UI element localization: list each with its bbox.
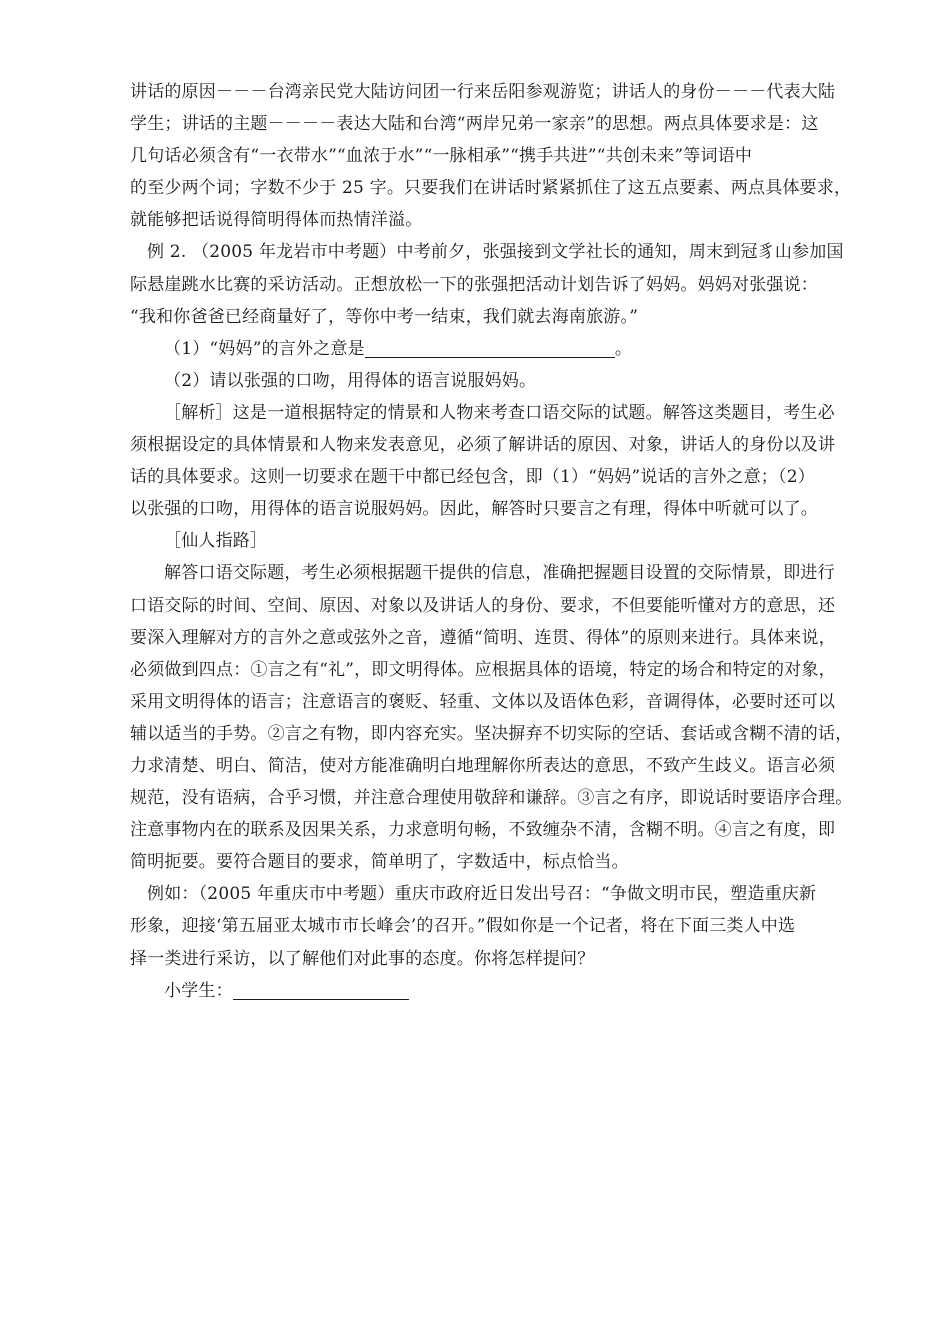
analysis-line: 话的具体要求。这则一切要求在题干中都已经包含，即（1）“妈妈”说话的言外之意；（2） — [130, 467, 815, 488]
paragraph-line: 讲话的原因－－－台湾亲民党大陆访问团一行来岳阳参观游览；讲话人的身份－－－代表大陆 — [130, 82, 836, 102]
example-3-line: 例如：（2005 年重庆市中考题）重庆市政府近日发出号召：“争做文明市民，塑造重庆新 — [147, 884, 817, 905]
example-2 — [130, 236, 844, 396]
tips-line: 简明扼要。要符合题目的要求，简单明了，字数适中，标点恰当。 — [130, 852, 629, 873]
tips-line: 必须做到四点：①言之有“礼”，即文明得体。应根据具体的语境，特定的场合和特定的对象， — [130, 659, 836, 680]
tips-line: 辅以适当的手势。②言之有物，即内容充实。坚决摒弃不切实际的空话、套话或含糊不清的话， — [130, 723, 853, 744]
analysis-line: 须根据设定的具体情景和人物来发表意见，必须了解讲话的原因、对象，讲话人的身份以及讲 — [130, 435, 836, 456]
tips-line: 口语交际的时间、空间、原因、对象以及讲话人的身份、要求，不但要能听懂对方的意思，还 — [130, 595, 836, 616]
intro-paragraph — [130, 76, 852, 236]
tips-line: 规范，没有语病，合乎习惯，并注意合理使用敬辞和谦辞。③言之有序，即说话时要语序合理。 — [130, 788, 853, 809]
question-1-text: （1）“妈妈”的言外之意是 — [164, 338, 365, 359]
tips-line: 要深入理解对方的言外之意或弦外之音，遵循“简明、连贯、得体”的原则来进行。具体来说， — [130, 627, 836, 648]
document-page — [130, 76, 853, 1007]
analysis-line: ［解析］这是一道根据特定的情景和人物来考查口语交际的试题。解答这类题目，考生必 — [164, 402, 835, 423]
question-2: （2）请以张强的口吻，用得体的语言说服妈妈。 — [164, 370, 537, 391]
example-2-line: 例 2. （2005 年龙岩市中考题）中考前夕，张强接到文学社长的通知，周末到冠豸山参加国 — [147, 242, 844, 263]
example-3-line: 形象，迎接‘第五届亚太城市市长峰会’的召开。”假如你是一个记者，将在下面三类人中选 — [130, 916, 796, 937]
tips-line: 注意事物内在的联系及因果关系，力求意明句畅，不致缠杂不清，含糊不明。④言之有度，即 — [130, 820, 836, 841]
tips-line: 解答口语交际题，考生必须根据题干提供的信息，准确把握题目设置的交际情景，即进行 — [164, 563, 835, 584]
answer-label: 小学生： — [164, 980, 233, 1001]
paragraph-line: 的至少两个词；字数不少于 25 字。只要我们在讲话时紧紧抓住了这五点要素、两点具体要求， — [130, 178, 852, 199]
example-2-line: 际悬崖跳水比赛的采访活动。正想放松一下的张强把活动计划告诉了妈妈。妈妈对张强说： — [130, 274, 818, 295]
analysis-line: 以张强的口吻，用得体的语言说服妈妈。因此，解答时只要言之有理，得体中听就可以了。 — [130, 499, 818, 520]
example-3-line: 择一类进行采访，以了解他们对此事的态度。你将怎样提问？ — [130, 948, 595, 969]
tips-paragraph — [130, 557, 853, 878]
question-1 — [130, 333, 830, 365]
example-3 — [130, 878, 830, 1006]
paragraph-line: 学生；讲话的主题－－－－表达大陆和台湾“两岸兄弟一家亲”的思想。两点具体要求是：这 — [130, 114, 819, 135]
paragraph-line: 就能够把话说得简明得体而热情洋溢。 — [130, 210, 423, 231]
tips-line: 力求清楚、明白、简洁，使对方能准确明白地理解你所表达的意思，不致产生歧义。语言必须 — [130, 755, 836, 776]
question-1-end: 。 — [614, 338, 633, 359]
answer-row-pupil — [130, 975, 830, 1007]
analysis-paragraph — [130, 397, 836, 525]
tips-line: 采用文明得体的语言；注意语言的褒贬、轻重、文体以及语体色彩，音调得体，必要时还可以 — [130, 691, 836, 712]
paragraph-line: 几句话必须含有“一衣带水”“血浓于水”“一脉相承”“携手共进”“共创未来”等词语中 — [130, 146, 753, 167]
example-2-line: “我和你爸爸已经商量好了，等你中考一结束，我们就去海南旅游。” — [130, 306, 639, 327]
answer-blank[interactable] — [365, 337, 615, 358]
answer-blank[interactable] — [233, 979, 409, 1000]
tips-heading: ［仙人指路］ — [164, 531, 268, 552]
